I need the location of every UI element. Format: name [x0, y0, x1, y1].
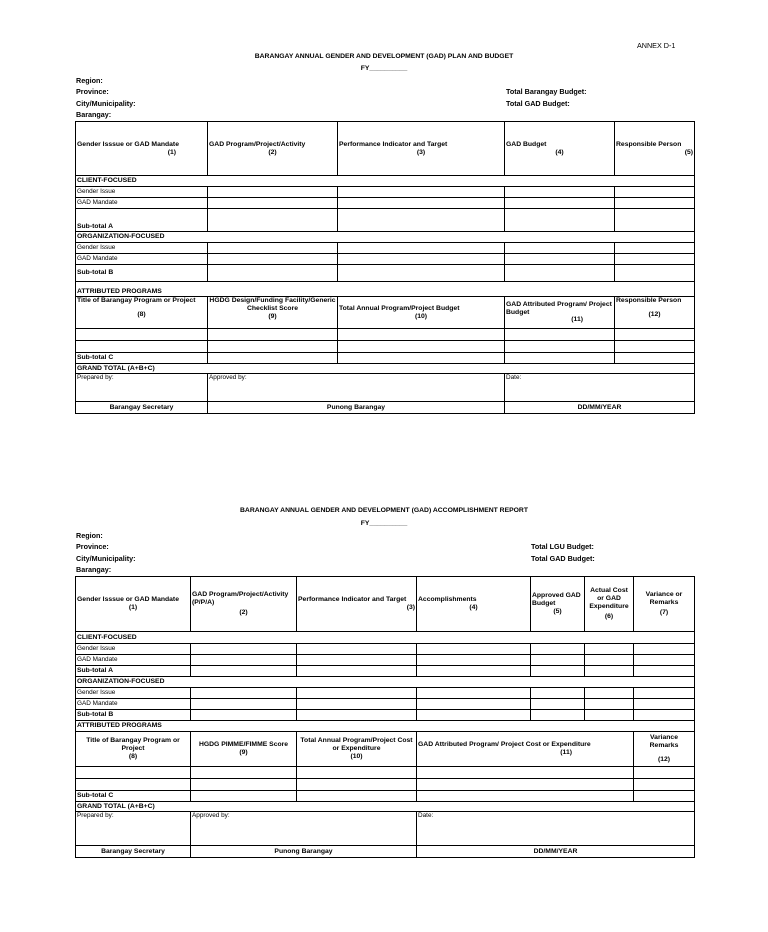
report-total-gad-budget-label: Total GAD Budget:: [531, 554, 595, 563]
plan-col-5-header: Responsible Person (5): [615, 122, 695, 176]
table-row: [76, 265, 695, 282]
report-col-2-header: GAD Program/Project/Activity (P/P/A) (2): [191, 577, 297, 632]
report-attr-col-11: GAD Attributed Program/ Project Cost or Expenditure (11): [417, 732, 634, 767]
plan-subtotal-b: Sub-total B: [76, 265, 208, 282]
plan-col-4-header: GAD Budget (4): [505, 122, 615, 176]
table-row: [76, 779, 695, 791]
report-attr-col-8: Title of Barangay Program or Project (8): [76, 732, 191, 767]
plan-title: BARANGAY ANNUAL GENDER AND DEVELOPMENT (GAD) PLAN AND BUDGET: [254, 53, 514, 60]
report-attr-col-12: Variance Remarks (12): [634, 732, 695, 767]
report-barangay-label: Barangay:: [76, 565, 112, 574]
report-subtotal-a: Sub-total A: [76, 666, 191, 677]
report-region-label: Region:: [76, 531, 103, 540]
report-attr-header-row: [76, 732, 695, 767]
plan-total-gad-budget-label: Total GAD Budget:: [506, 99, 570, 108]
plan-attr-col-12: Responsible Person (12): [615, 297, 695, 329]
table-row: GAD Mandate: [76, 699, 695, 710]
report-col-6-header: Actual Cost or GAD Expenditure (6): [585, 577, 634, 632]
table-row: [76, 666, 695, 677]
table-row: [76, 710, 695, 721]
plan-city-label: City/Municipality:: [76, 99, 136, 108]
plan-col-3-header: Performance Indicator and Target (3): [338, 122, 505, 176]
report-col-1-header: Gender Isssue or GAD Mandate (1): [76, 577, 191, 632]
table-row: [76, 341, 695, 353]
table-row: GAD Mandate: [76, 254, 695, 265]
plan-signatory-punong: Punong Barangay: [208, 402, 505, 414]
report-attributed: ATTRIBUTED PROGRAMS: [76, 721, 695, 732]
report-col-7-header: Variance or Remarks (7): [634, 577, 695, 632]
report-subtotal-b: Sub-total B: [76, 710, 191, 721]
report-signatory-punong: Punong Barangay: [191, 846, 417, 858]
plan-attr-col-11: GAD Attributed Program/ Project Budget (11): [505, 297, 615, 329]
report-total-lgu-budget-label: Total LGU Budget:: [531, 542, 594, 551]
plan-attr-header-row: [76, 297, 695, 329]
report-date: Date:: [417, 812, 695, 846]
plan-subtotal-c: Sub-total C: [76, 353, 208, 364]
plan-subtotal-a: Sub-total A: [76, 209, 208, 232]
plan-attr-col-9: HGDG Design/Funding Facility/Generic Checklist Score (9): [208, 297, 338, 329]
table-row: [76, 209, 695, 232]
plan-signatory-secretary: Barangay Secretary: [76, 402, 208, 414]
plan-col-1-header: Gender Isssue or GAD Mandate (1): [76, 122, 208, 176]
report-fy: FY__________: [360, 520, 408, 527]
table-row: [76, 353, 695, 364]
plan-client-focused: CLIENT-FOCUSED: [76, 176, 695, 187]
table-row: [76, 767, 695, 779]
report-header-row: [76, 577, 695, 632]
report-signatory-secretary: Barangay Secretary: [76, 846, 191, 858]
plan-prepared-by: Prepared by:: [76, 374, 208, 402]
report-title: BARANGAY ANNUAL GENDER AND DEVELOPMENT (GAD) ACCOMPLISHMENT REPORT: [240, 507, 528, 514]
report-col-4-header: Accomplishments (4): [417, 577, 531, 632]
report-subtotal-c: Sub-total C: [76, 791, 191, 802]
table-row: GAD Mandate: [76, 655, 695, 666]
plan-region-label: Region:: [76, 76, 103, 85]
report-prepared-by: Prepared by:: [76, 812, 191, 846]
report-table: [75, 576, 695, 858]
plan-total-budget-label: Total Barangay Budget:: [506, 87, 587, 96]
table-row: Gender Issue: [76, 187, 695, 198]
report-attr-col-10: Total Annual Program/Project Cost or Expenditure (10): [297, 732, 417, 767]
plan-grand-total: GRAND TOTAL (A+B+C): [76, 364, 695, 374]
plan-date: Date:: [505, 374, 695, 402]
table-row: GAD Mandate: [76, 198, 695, 209]
report-province-label: Province:: [76, 542, 109, 551]
report-signature-row: [76, 812, 695, 846]
report-attr-col-9: HGDG PIMME/FIMME Score (9): [191, 732, 297, 767]
table-row: [76, 791, 695, 802]
report-signatory-row: [76, 846, 695, 858]
plan-table: [75, 121, 695, 414]
table-row: Gender Issue: [76, 243, 695, 254]
report-signatory-date: DD/MM/YEAR: [417, 846, 695, 858]
report-approved-by: Approved by:: [191, 812, 417, 846]
table-row: [76, 329, 695, 341]
plan-signature-row: [76, 374, 695, 402]
plan-fy: FY__________: [360, 65, 408, 72]
plan-signatory-date: DD/MM/YEAR: [505, 402, 695, 414]
plan-attr-col-10: Total Annual Program/Project Budget (10): [338, 297, 505, 329]
report-col-5-header: Approved GAD Budget (5): [531, 577, 585, 632]
plan-approved-by: Approved by:: [208, 374, 505, 402]
report-grand-total: GRAND TOTAL (A+B+C): [76, 802, 695, 812]
report-col-3-header: Performance Indicator and Target (3): [297, 577, 417, 632]
plan-col-2-header: GAD Program/Project/Activity (2): [208, 122, 338, 176]
plan-org-focused: ORGANIZATION-FOCUSED: [76, 232, 695, 243]
table-row: Gender Issue: [76, 688, 695, 699]
report-city-label: City/Municipality:: [76, 554, 136, 563]
plan-barangay-label: Barangay:: [76, 110, 112, 119]
plan-header-row: [76, 122, 695, 176]
report-client-focused: CLIENT-FOCUSED: [76, 632, 695, 644]
annex-label: ANNEX D-1: [637, 41, 676, 50]
plan-attr-col-8: Title of Barangay Program or Project (8): [76, 297, 208, 329]
plan-attributed: ATTRIBUTED PROGRAMS: [76, 282, 695, 297]
report-org-focused: ORGANIZATION-FOCUSED: [76, 677, 695, 688]
table-row: Gender Issue: [76, 644, 695, 655]
plan-province-label: Province:: [76, 87, 109, 96]
plan-signatory-row: [76, 402, 695, 414]
